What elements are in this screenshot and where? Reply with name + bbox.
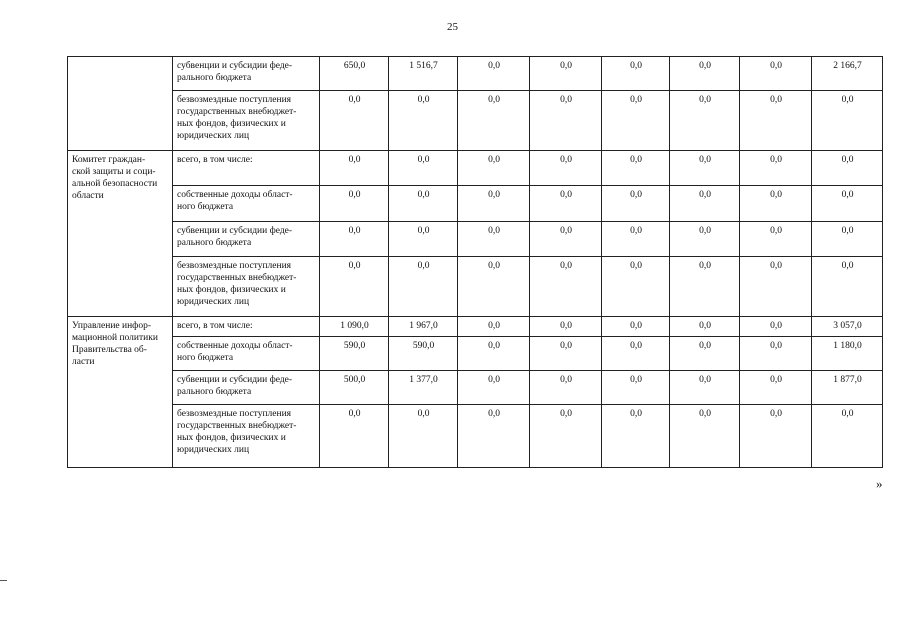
value-cell: 0,0 xyxy=(602,405,670,468)
table-row xyxy=(68,405,883,468)
table-row xyxy=(68,337,883,371)
value-cell: 0,0 xyxy=(458,317,530,337)
value-cell: 0,0 xyxy=(602,371,670,405)
value-cell: 0,0 xyxy=(740,186,812,222)
source-cell: субвенции и субсидии феде- рального бюджета xyxy=(173,57,320,91)
value-cell: 0,0 xyxy=(530,317,602,337)
value-cell: 0,0 xyxy=(320,186,389,222)
value-cell: 0,0 xyxy=(812,186,883,222)
value-cell: 0,0 xyxy=(812,222,883,257)
value-cell: 0,0 xyxy=(740,91,812,151)
value-cell: 0,0 xyxy=(602,151,670,186)
value-cell: 0,0 xyxy=(670,151,740,186)
value-cell: 0,0 xyxy=(458,371,530,405)
value-cell: 0,0 xyxy=(602,257,670,317)
value-cell: 0,0 xyxy=(530,371,602,405)
source-cell: собственные доходы област- ного бюджета xyxy=(173,186,320,222)
value-cell: 0,0 xyxy=(602,337,670,371)
value-cell: 0,0 xyxy=(670,337,740,371)
value-cell: 0,0 xyxy=(670,186,740,222)
value-cell: 0,0 xyxy=(458,57,530,91)
value-cell: 0,0 xyxy=(389,257,458,317)
value-cell: 0,0 xyxy=(670,371,740,405)
value-cell: 3 057,0 xyxy=(812,317,883,337)
org-cell: Комитет граждан- ской защиты и соци- альной безопасности области xyxy=(68,151,173,317)
source-cell: субвенции и субсидии феде- рального бюджета xyxy=(173,371,320,405)
table-row xyxy=(68,317,883,337)
value-cell: 0,0 xyxy=(458,337,530,371)
source-cell: собственные доходы област- ного бюджета xyxy=(173,337,320,371)
table-row xyxy=(68,186,883,222)
table-row xyxy=(68,257,883,317)
value-cell: 0,0 xyxy=(812,405,883,468)
value-cell: 0,0 xyxy=(530,91,602,151)
value-cell: 0,0 xyxy=(530,186,602,222)
margin-mark xyxy=(0,580,7,581)
value-cell: 0,0 xyxy=(389,151,458,186)
source-cell: безвозмездные поступления государственных внебюджет- ных фондов, физических и юридических лиц xyxy=(173,91,320,151)
value-cell: 0,0 xyxy=(458,186,530,222)
value-cell: 1 377,0 xyxy=(389,371,458,405)
value-cell: 2 166,7 xyxy=(812,57,883,91)
source-cell: безвозмездные поступления государственных внебюджет- ных фондов, физических и юридических лиц xyxy=(173,257,320,317)
value-cell: 0,0 xyxy=(670,405,740,468)
value-cell: 0,0 xyxy=(530,57,602,91)
table-row xyxy=(68,371,883,405)
value-cell: 0,0 xyxy=(458,151,530,186)
value-cell: 0,0 xyxy=(389,186,458,222)
table-row xyxy=(68,151,883,186)
source-cell: всего, в том числе: xyxy=(173,317,320,337)
org-cell: Управление инфор- мационной политики Правительства об- ласти xyxy=(68,317,173,468)
value-cell: 0,0 xyxy=(670,257,740,317)
value-cell: 0,0 xyxy=(812,151,883,186)
org-cell xyxy=(68,57,173,151)
value-cell: 0,0 xyxy=(458,222,530,257)
value-cell: 0,0 xyxy=(320,405,389,468)
table-row xyxy=(68,57,883,91)
value-cell: 1 090,0 xyxy=(320,317,389,337)
value-cell: 0,0 xyxy=(670,222,740,257)
value-cell: 0,0 xyxy=(320,91,389,151)
value-cell: 0,0 xyxy=(740,371,812,405)
value-cell: 500,0 xyxy=(320,371,389,405)
value-cell: 0,0 xyxy=(670,91,740,151)
value-cell: 0,0 xyxy=(530,337,602,371)
value-cell: 1 516,7 xyxy=(389,57,458,91)
value-cell: 0,0 xyxy=(320,151,389,186)
value-cell: 1 877,0 xyxy=(812,371,883,405)
value-cell: 0,0 xyxy=(458,91,530,151)
value-cell: 1 967,0 xyxy=(389,317,458,337)
value-cell: 0,0 xyxy=(740,317,812,337)
value-cell: 0,0 xyxy=(740,405,812,468)
value-cell: 0,0 xyxy=(602,186,670,222)
budget-table xyxy=(67,56,883,468)
table-body xyxy=(68,57,883,468)
value-cell: 0,0 xyxy=(320,222,389,257)
value-cell: 0,0 xyxy=(458,257,530,317)
value-cell: 0,0 xyxy=(389,222,458,257)
value-cell: 0,0 xyxy=(740,337,812,371)
value-cell: 0,0 xyxy=(389,91,458,151)
value-cell: 0,0 xyxy=(602,222,670,257)
value-cell: 0,0 xyxy=(740,222,812,257)
source-cell: безвозмездные поступления государственных внебюджет- ных фондов, физических и юридических лиц xyxy=(173,405,320,468)
table-row xyxy=(68,222,883,257)
value-cell: 0,0 xyxy=(458,405,530,468)
value-cell: 0,0 xyxy=(602,57,670,91)
value-cell: 0,0 xyxy=(530,257,602,317)
value-cell: 650,0 xyxy=(320,57,389,91)
value-cell: 0,0 xyxy=(670,57,740,91)
value-cell: 0,0 xyxy=(812,257,883,317)
value-cell: 0,0 xyxy=(670,317,740,337)
value-cell: 1 180,0 xyxy=(812,337,883,371)
source-cell: всего, в том числе: xyxy=(173,151,320,186)
value-cell: 590,0 xyxy=(389,337,458,371)
value-cell: 0,0 xyxy=(602,317,670,337)
value-cell: 0,0 xyxy=(530,405,602,468)
closing-quote-mark: » xyxy=(876,476,883,491)
table-row xyxy=(68,91,883,151)
value-cell: 0,0 xyxy=(530,222,602,257)
value-cell: 0,0 xyxy=(740,151,812,186)
value-cell: 0,0 xyxy=(320,257,389,317)
value-cell: 0,0 xyxy=(602,91,670,151)
value-cell: 0,0 xyxy=(530,151,602,186)
source-cell: субвенции и субсидии феде- рального бюджета xyxy=(173,222,320,257)
value-cell: 0,0 xyxy=(740,257,812,317)
value-cell: 0,0 xyxy=(740,57,812,91)
value-cell: 0,0 xyxy=(812,91,883,151)
page-number: 25 xyxy=(447,21,458,33)
value-cell: 590,0 xyxy=(320,337,389,371)
value-cell: 0,0 xyxy=(389,405,458,468)
